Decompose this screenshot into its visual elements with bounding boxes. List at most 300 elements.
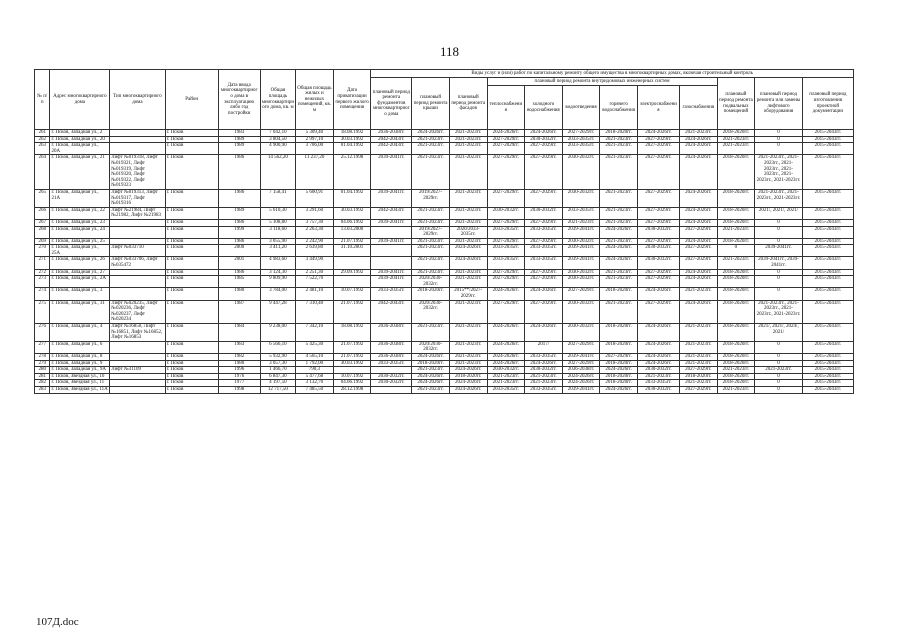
cell-living-area: 5 600,91 bbox=[296, 189, 334, 207]
cell-lift-type bbox=[110, 386, 165, 393]
cell-district: г. Псков bbox=[165, 269, 218, 276]
cell-year: 1986 bbox=[218, 238, 260, 245]
cell-basement: 2018-2020гг. bbox=[717, 380, 755, 387]
cell-heat: 2027-2029гг. bbox=[487, 300, 525, 323]
cell-hot-water: 2021-2023гг. bbox=[600, 219, 638, 226]
cell-lift-type: Лифт №16850, Лифт №16851, Лифт №16852, Лифт №16853 bbox=[110, 324, 165, 342]
cell-roof: 2020/2030-2032гг. bbox=[412, 300, 450, 323]
cell-electric: 2027-2029гг. bbox=[637, 219, 679, 226]
cell-total-area: 12 717,50 bbox=[260, 386, 295, 393]
header-systems-title: плановый период ремонта внутридомовых инженерных систем bbox=[487, 78, 717, 86]
cell-facade: 2015**/2027-2029гг. bbox=[449, 288, 487, 300]
cell-basement: 2018-2020гг. bbox=[717, 373, 755, 380]
cell-address: г. Псков, Звездная ул., 10 bbox=[50, 373, 110, 380]
cell-hot-water: 2021-2023гг. bbox=[600, 136, 638, 143]
cell-privatization: 30.03.1992 bbox=[333, 207, 371, 219]
cell-year: 1982 bbox=[218, 353, 260, 360]
cell-design: 2015-2043гг. bbox=[802, 386, 853, 393]
header-roof: плановый период ремонта крыши bbox=[412, 78, 450, 130]
cell-year: 1989 bbox=[218, 136, 260, 143]
cell-drainage: 2030-2032гг. bbox=[562, 269, 600, 276]
cell-year: 1985 bbox=[218, 276, 260, 288]
cell-privatization bbox=[333, 257, 371, 269]
cell-district: г. Псков bbox=[165, 367, 218, 374]
cell-gas: 2021-2023гг. bbox=[679, 360, 717, 367]
page-number: 118 bbox=[439, 44, 460, 59]
cell-privatization: 04.06.1992 bbox=[333, 219, 371, 226]
cell-privatization bbox=[333, 367, 371, 374]
cell-design: 2015-2043гг. bbox=[802, 226, 853, 238]
cell-basement: 2021-2023гг. bbox=[717, 367, 755, 374]
cell-foundation bbox=[371, 257, 412, 269]
cell-heat: 2027-2029гг. bbox=[487, 136, 525, 143]
cell-electric: 2024-2026гг. bbox=[637, 288, 679, 300]
cell-address: г. Псков, Западная ул., 31 bbox=[50, 300, 110, 323]
cell-drainage: 2030-2032гг. bbox=[562, 300, 600, 323]
cell-design: 2015-2043гг. bbox=[802, 288, 853, 300]
cell-foundation: 2036-2038гг. bbox=[371, 130, 412, 137]
table-row bbox=[35, 143, 854, 155]
cell-foundation: 2036-2038гг. bbox=[371, 324, 412, 342]
cell-hot-water: 2018-2020гг. bbox=[600, 288, 638, 300]
cell-privatization: 04.06.1992 bbox=[333, 380, 371, 387]
cell-heat: 2024-2026гг. bbox=[487, 360, 525, 367]
cell-total-area: 3 055,90 bbox=[260, 238, 295, 245]
cell-lift: 0 bbox=[755, 288, 803, 300]
header-address: Адрес многоквартирного дома bbox=[50, 70, 110, 130]
header-heat: теплоснабжения bbox=[487, 86, 525, 130]
table-row bbox=[35, 367, 854, 374]
cell-total-area: 7 042,10 bbox=[260, 130, 295, 137]
cell-hot-water: 2018-2020гг. bbox=[600, 341, 638, 353]
cell-year: 1983 bbox=[218, 130, 260, 137]
cell-lift: 2021-2023гг., 2021-2023гг., 2021-2023гг. bbox=[755, 189, 803, 207]
cell-lift: 2021/, 2021/, 2021/ bbox=[755, 207, 803, 219]
cell-num: 280 bbox=[35, 367, 50, 374]
cell-roof: 2021-2023гг. bbox=[412, 367, 450, 374]
cell-living-area: 2 263,30 bbox=[296, 226, 334, 238]
cell-total-area: 9 447,28 bbox=[260, 300, 295, 323]
cell-lift: 0 bbox=[755, 276, 803, 288]
cell-cold-water: 2024-2026гг. bbox=[525, 324, 563, 342]
cell-electric: 2030-2032гг. bbox=[637, 386, 679, 393]
cell-cold-water: 2033-2035гг. bbox=[525, 226, 563, 238]
cell-facade: 2021-2023гг. bbox=[449, 189, 487, 207]
cell-facade: 2021-2023гг. bbox=[449, 238, 487, 245]
cell-design: 2015-2043гг. bbox=[802, 219, 853, 226]
capital-repair-table bbox=[34, 69, 854, 394]
cell-privatization: 29.09.1992 bbox=[333, 269, 371, 276]
table-row bbox=[35, 189, 854, 207]
cell-design: 2015-2043гг. bbox=[802, 207, 853, 219]
cell-district: г. Псков bbox=[165, 386, 218, 393]
cell-hot-water: 2021-2023гг. bbox=[600, 269, 638, 276]
cell-foundation: 2042-2043гг. bbox=[371, 207, 412, 219]
cell-foundation: 2042-2043гг. bbox=[371, 136, 412, 143]
cell-privatization: 10.07.1992 bbox=[333, 288, 371, 300]
cell-living-area: 3 132,70 bbox=[296, 380, 334, 387]
cell-design: 2015-2043гг. bbox=[802, 245, 853, 257]
cell-living-area: 4 565,10 bbox=[296, 353, 334, 360]
cell-district: г. Псков bbox=[165, 245, 218, 257]
cell-address: г. Псков, Западная ул., 9 bbox=[50, 360, 110, 367]
cell-district: г. Псков bbox=[165, 324, 218, 342]
cell-basement: 2018-2020гг. bbox=[717, 207, 755, 219]
cell-living-area: 3 291,60 bbox=[296, 207, 334, 219]
cell-roof: 2021-2023гг. bbox=[412, 207, 450, 219]
cell-hot-water: 2018-2020гг. bbox=[600, 380, 638, 387]
cell-district: г. Псков bbox=[165, 189, 218, 207]
cell-roof: 2019/2027-2029гг. bbox=[412, 226, 450, 238]
cell-design: 2015-2043гг. bbox=[802, 257, 853, 269]
cell-drainage: 2024-2026гг. bbox=[562, 373, 600, 380]
cell-facade: 2021-2023гг. bbox=[449, 130, 487, 137]
cell-privatization bbox=[333, 276, 371, 288]
cell-foundation: 2042-2043гг. bbox=[371, 143, 412, 155]
cell-electric: 2030-2032гг. bbox=[637, 367, 679, 374]
cell-gas: 2018-2020гг. bbox=[679, 373, 717, 380]
cell-drainage: 2039-2041гг. bbox=[562, 257, 600, 269]
cell-design: 2015-2043гг. bbox=[802, 380, 853, 387]
cell-living-area: 2 997,10 bbox=[296, 136, 334, 143]
cell-hot-water: 2024-2026гг. bbox=[600, 386, 638, 393]
cell-num: 265 bbox=[35, 189, 50, 207]
cell-year: 1984 bbox=[218, 324, 260, 342]
cell-lift-type bbox=[110, 276, 165, 288]
cell-roof: 2021-2023гг. bbox=[412, 386, 450, 393]
cell-num: 266 bbox=[35, 207, 50, 219]
cell-roof: 2019/2027-2029гг. bbox=[412, 189, 450, 207]
cell-lift: 0 bbox=[755, 353, 803, 360]
cell-total-area: 3 411,20 bbox=[260, 245, 295, 257]
cell-district: г. Псков bbox=[165, 207, 218, 219]
cell-electric: 2030-2032гг. bbox=[637, 245, 679, 257]
cell-drainage: 2039-2041гг. bbox=[562, 226, 600, 238]
cell-year: 1977 bbox=[218, 380, 260, 387]
cell-address: г. Псков, Западная ул., 22 bbox=[50, 207, 110, 219]
cell-total-area: 3 057,30 bbox=[260, 360, 295, 367]
cell-gas: 2024-2026гг. bbox=[679, 189, 717, 207]
cell-gas: 2024-2026гг. bbox=[679, 143, 717, 155]
cell-num: 278 bbox=[35, 353, 50, 360]
cell-cold-water: 2033-2035гг. bbox=[525, 245, 563, 257]
cell-total-area: 7 158,41 bbox=[260, 189, 295, 207]
cell-foundation: 2039-2041гг. bbox=[371, 276, 412, 288]
cell-privatization: 01.04.1992 bbox=[333, 189, 371, 207]
cell-living-area: 2 481,10 bbox=[296, 288, 334, 300]
cell-heat: 2030-2032гг. bbox=[487, 367, 525, 374]
cell-design: 2015-2043гг. bbox=[802, 373, 853, 380]
cell-foundation: 2030-2032гг. bbox=[371, 380, 412, 387]
cell-privatization: 18.08.1992 bbox=[333, 324, 371, 342]
cell-design: 2015-2043гг. bbox=[802, 341, 853, 353]
cell-electric: 2027-2029гг. bbox=[637, 136, 679, 143]
cell-gas: 2021-2023гг. bbox=[679, 353, 717, 360]
cell-roof: 2020/2030-2032гг. bbox=[412, 276, 450, 288]
cell-electric: 2027-2029гг. bbox=[637, 269, 679, 276]
cell-roof: 2021-2023гг. bbox=[412, 238, 450, 245]
cell-lift-type: Лифт №020235, Лифт №020236, Лифт №020237, Лифт №020234 bbox=[110, 300, 165, 323]
cell-district: г. Псков bbox=[165, 136, 218, 143]
cell-drainage: 2033-2035гг. bbox=[562, 136, 600, 143]
header-total-area: Общая площадь многоквартирного дома, кв. м bbox=[260, 70, 295, 130]
cell-year: 1998 bbox=[218, 386, 260, 393]
cell-facade: 2024-2026гг. bbox=[449, 367, 487, 374]
cell-foundation: 2033-2035гг. bbox=[371, 288, 412, 300]
cell-facade: 2021-2023гг. bbox=[449, 353, 487, 360]
cell-lift-type bbox=[110, 226, 165, 238]
table-row bbox=[35, 324, 854, 342]
cell-foundation bbox=[371, 245, 412, 257]
cell-heat: 2033-2035гг. bbox=[487, 245, 525, 257]
cell-electric: 2024-2026гг. bbox=[637, 341, 679, 353]
table-row bbox=[35, 360, 854, 367]
cell-address: г. Псков, Западная ул., 25А bbox=[50, 245, 110, 257]
cell-gas: 2024-2026гг. bbox=[679, 155, 717, 190]
cell-electric: 2021-2023гг. bbox=[637, 373, 679, 380]
cell-basement: 2018-2020гг. bbox=[717, 155, 755, 190]
table-row bbox=[35, 276, 854, 288]
header-cold-water: холодного водоснабжения bbox=[525, 86, 563, 130]
cell-basement: 2021-2023гг. bbox=[717, 136, 755, 143]
cell-hot-water: 2021-2023гг. bbox=[600, 276, 638, 288]
cell-roof: 2021-2023гг. bbox=[412, 257, 450, 269]
cell-cold-water: 2033-2035гг. bbox=[525, 353, 563, 360]
cell-year: 1999 bbox=[218, 226, 260, 238]
cell-drainage: 2039-2041гг. bbox=[562, 245, 600, 257]
cell-address: г. Псков, Западная ул., 26 bbox=[50, 257, 110, 269]
cell-gas: 2024-2026гг. bbox=[679, 269, 717, 276]
cell-lift: 0 bbox=[755, 341, 803, 353]
cell-living-area: 7 485,50 bbox=[296, 386, 334, 393]
cell-privatization: 30.03.1992 bbox=[333, 360, 371, 367]
cell-facade: 2021-2023гг. bbox=[449, 276, 487, 288]
cell-drainage: 2027-2029гг. bbox=[562, 288, 600, 300]
cell-year: 1976 bbox=[218, 373, 260, 380]
cell-cold-water: 2030-2032гг. bbox=[525, 207, 563, 219]
cell-living-area: 1 792,00 bbox=[296, 360, 334, 367]
cell-roof: 2024-2026гг. bbox=[412, 130, 450, 137]
cell-foundation: 2036-2038гг. bbox=[371, 341, 412, 353]
cell-foundation: 2042-2043гг. bbox=[371, 300, 412, 323]
table-row bbox=[35, 269, 854, 276]
cell-design: 2015-2043гг. bbox=[802, 155, 853, 190]
cell-lift: 0 bbox=[755, 386, 803, 393]
cell-lift-type bbox=[110, 238, 165, 245]
cell-living-area: 7 342,10 bbox=[296, 324, 334, 342]
cell-design: 2015-2043гг. bbox=[802, 269, 853, 276]
cell-total-area: 4 983,60 bbox=[260, 257, 295, 269]
cell-facade: 2021-2023гг. bbox=[449, 136, 487, 143]
cell-cold-water: 2027-2029гг. bbox=[525, 219, 563, 226]
cell-privatization: 21.07.1992 bbox=[333, 300, 371, 323]
header-facade: плановый период ремонта фасадов bbox=[449, 78, 487, 130]
cell-lift-type bbox=[110, 341, 165, 353]
cell-lift-type: Лифт №033706, Лифт №035472 bbox=[110, 257, 165, 269]
cell-hot-water: 2021-2023гг. bbox=[600, 155, 638, 190]
cell-basement: 2018-2020гг. bbox=[717, 276, 755, 288]
cell-heat: 2027-2029гг. bbox=[487, 276, 525, 288]
cell-facade: 2021-2023гг. bbox=[449, 155, 487, 190]
cell-address: г. Псков, Западная ул., 2А bbox=[50, 276, 110, 288]
cell-cold-water: 2024-2026гг. bbox=[525, 360, 563, 367]
cell-hot-water: 2018-2020гг. bbox=[600, 360, 638, 367]
cell-address: г. Псков, Западная ул., 8 bbox=[50, 353, 110, 360]
cell-drainage: 2027-2029гг. bbox=[562, 130, 600, 137]
cell-cold-water: 2033-2035гг. bbox=[525, 257, 563, 269]
cell-design: 2015-2043гг. bbox=[802, 238, 853, 245]
cell-cold-water: 2021-2023гг. bbox=[525, 380, 563, 387]
cell-facade: 2021-2023гг. bbox=[449, 143, 487, 155]
cell-num: 279 bbox=[35, 360, 50, 367]
cell-basement: 2018-2020гг. bbox=[717, 238, 755, 245]
cell-design: 2015-2043гг. bbox=[802, 189, 853, 207]
cell-roof: 2018-2020гг. bbox=[412, 360, 450, 367]
table-row bbox=[35, 245, 854, 257]
cell-design: 2015-2043гг. bbox=[802, 367, 853, 374]
cell-num: 269 bbox=[35, 238, 50, 245]
footer-filename: 107Д.doc bbox=[36, 616, 79, 628]
cell-basement: 2018-2020гг. bbox=[717, 130, 755, 137]
header-electric: электроснабжения bbox=[637, 86, 679, 130]
cell-gas: 2021-2023гг. bbox=[679, 288, 717, 300]
cell-facade: 2021-2023гг. bbox=[449, 300, 487, 323]
cell-drainage: 2039-2041гг. bbox=[562, 353, 600, 360]
cell-total-area: 6 566,10 bbox=[260, 341, 295, 353]
cell-facade: 2024-2026гг. bbox=[449, 386, 487, 393]
cell-roof: 2021-2023гг. bbox=[412, 155, 450, 190]
cell-facade: 2024-2026гг. bbox=[449, 380, 487, 387]
cell-hot-water: 2021-2023гг. bbox=[600, 300, 638, 323]
cell-year: 1989 bbox=[218, 207, 260, 219]
cell-roof: 2021-2023гг. bbox=[412, 219, 450, 226]
cell-lift-type: Лифт №21984, Лифт №21982, Лифт №21983 bbox=[110, 207, 165, 219]
cell-address: г. Псков, Западная ул., 25 bbox=[50, 238, 110, 245]
cell-heat: 2027-2029гг. bbox=[487, 219, 525, 226]
cell-lift-type bbox=[110, 353, 165, 360]
cell-heat: 2027-2029гг. bbox=[487, 155, 525, 190]
cell-electric: 2027-2029гг. bbox=[637, 276, 679, 288]
table-body bbox=[35, 130, 854, 394]
cell-drainage: 2030-2032гг. bbox=[562, 276, 600, 288]
cell-electric: 2027-2029гг. bbox=[637, 300, 679, 323]
cell-design: 2015-2043гг. bbox=[802, 353, 853, 360]
cell-gas: 2027-2029гг. bbox=[679, 367, 717, 374]
cell-roof: 2021-2023гг. bbox=[412, 136, 450, 143]
cell-living-area: 3 706,00 bbox=[296, 143, 334, 155]
cell-cold-water: 2027-2029гг. bbox=[525, 143, 563, 155]
table-row bbox=[35, 353, 854, 360]
cell-num: 283 bbox=[35, 386, 50, 393]
cell-total-area: 4 197,50 bbox=[260, 380, 295, 387]
cell-year: 1986 bbox=[218, 155, 260, 190]
cell-electric: 2024-2026гг. bbox=[637, 324, 679, 342]
cell-year: 1983 bbox=[218, 341, 260, 353]
cell-total-area: 3 784,00 bbox=[260, 288, 295, 300]
cell-lift-type: Лифт №019318, Лифт №019321, Лифт №019319, Лифт №019320, Лифт №019322, Лифт №019323 bbox=[110, 155, 165, 190]
cell-lift: 0 bbox=[755, 226, 803, 238]
cell-district: г. Псков bbox=[165, 238, 218, 245]
table-row bbox=[35, 288, 854, 300]
cell-lift: 2021-2023гг., 2021-2023гг., 2021-2023гг., 2021-2023гг. bbox=[755, 300, 803, 323]
cell-year: 1980 bbox=[218, 360, 260, 367]
cell-drainage: 2036-2038гг. bbox=[562, 367, 600, 374]
cell-address: г. Псков, Западная ул., 4 bbox=[50, 324, 110, 342]
cell-basement: 2018-2020гг. bbox=[717, 353, 755, 360]
cell-lift: 0 bbox=[755, 373, 803, 380]
cell-basement: 2018-2020гг. bbox=[717, 189, 755, 207]
cell-cold-water: 2024-2026гг. bbox=[525, 130, 563, 137]
cell-privatization: 28.12.1998 bbox=[333, 386, 371, 393]
cell-foundation: 2039-2041гг. bbox=[371, 219, 412, 226]
cell-heat: 2021-2023гг. bbox=[487, 380, 525, 387]
table-row bbox=[35, 300, 854, 323]
cell-gas: 2021-2023гг. bbox=[679, 341, 717, 353]
cell-gas: 2021-2023гг. bbox=[679, 380, 717, 387]
cell-drainage: 2027-2029гг. bbox=[562, 341, 600, 353]
cell-facade: 2024-2026гг. bbox=[449, 257, 487, 269]
table-row bbox=[35, 341, 854, 353]
cell-roof: 2020/2030-2032гг. bbox=[412, 341, 450, 353]
cell-cold-water: 2033-2035гг. bbox=[525, 386, 563, 393]
cell-address: г. Псков, Западная ул., 9А bbox=[50, 367, 110, 374]
cell-privatization: 21.07.1992 bbox=[333, 353, 371, 360]
cell-num: 281 bbox=[35, 373, 50, 380]
table-row bbox=[35, 219, 854, 226]
cell-foundation: 2036-2038гг. bbox=[371, 353, 412, 360]
cell-roof: 2024-2026гг. bbox=[412, 353, 450, 360]
cell-total-area: 9 238,00 bbox=[260, 324, 295, 342]
cell-living-area: 7 522,70 bbox=[296, 276, 334, 288]
cell-lift-type bbox=[110, 269, 165, 276]
cell-cold-water: 2027-2029гг. bbox=[525, 269, 563, 276]
cell-electric: 2027-2029гг. bbox=[637, 189, 679, 207]
cell-privatization: 01.04.1992 bbox=[333, 143, 371, 155]
cell-electric: 2030-2032гг. bbox=[637, 226, 679, 238]
table-row bbox=[35, 130, 854, 137]
cell-privatization: 25.12.1998 bbox=[333, 155, 371, 190]
cell-gas: 2027-2029гг. bbox=[679, 245, 717, 257]
cell-living-area: 2 639,80 bbox=[296, 245, 334, 257]
cell-num: 264 bbox=[35, 155, 50, 190]
cell-drainage: 2021-2023гг. bbox=[562, 219, 600, 226]
cell-roof: 2021-2023гг. bbox=[412, 324, 450, 342]
cell-year: 2000 bbox=[218, 245, 260, 257]
cell-living-area: 11 237,20 bbox=[296, 155, 334, 190]
table-row bbox=[35, 386, 854, 393]
cell-roof: 2018-2020гг. bbox=[412, 288, 450, 300]
cell-num: 270 bbox=[35, 245, 50, 257]
cell-privatization: 31.10.2001 bbox=[333, 245, 371, 257]
cell-gas: 2027-2029гг. bbox=[679, 226, 717, 238]
cell-basement: 2018-2020гг. bbox=[717, 288, 755, 300]
cell-roof: 2024-2026гг. bbox=[412, 380, 450, 387]
cell-district: г. Псков bbox=[165, 276, 218, 288]
cell-district: г. Псков bbox=[165, 143, 218, 155]
cell-basement: 2021-2023гг. bbox=[717, 143, 755, 155]
cell-lift: 0 bbox=[755, 380, 803, 387]
cell-heat: 2033-2035гг. bbox=[487, 386, 525, 393]
cell-total-area: 5 108,80 bbox=[260, 219, 295, 226]
cell-cold-water: 2027-2029гг. bbox=[525, 276, 563, 288]
cell-drainage: 2033-2035гг. bbox=[562, 143, 600, 155]
cell-privatization: 13.03.2000 bbox=[333, 226, 371, 238]
cell-design: 2015-2043гг. bbox=[802, 324, 853, 342]
cell-drainage: 2024-2026гг. bbox=[562, 380, 600, 387]
cell-total-area: 5 610,30 bbox=[260, 207, 295, 219]
cell-privatization: 21.07.1992 bbox=[333, 238, 371, 245]
cell-hot-water: 2024-2026гг. bbox=[600, 367, 638, 374]
